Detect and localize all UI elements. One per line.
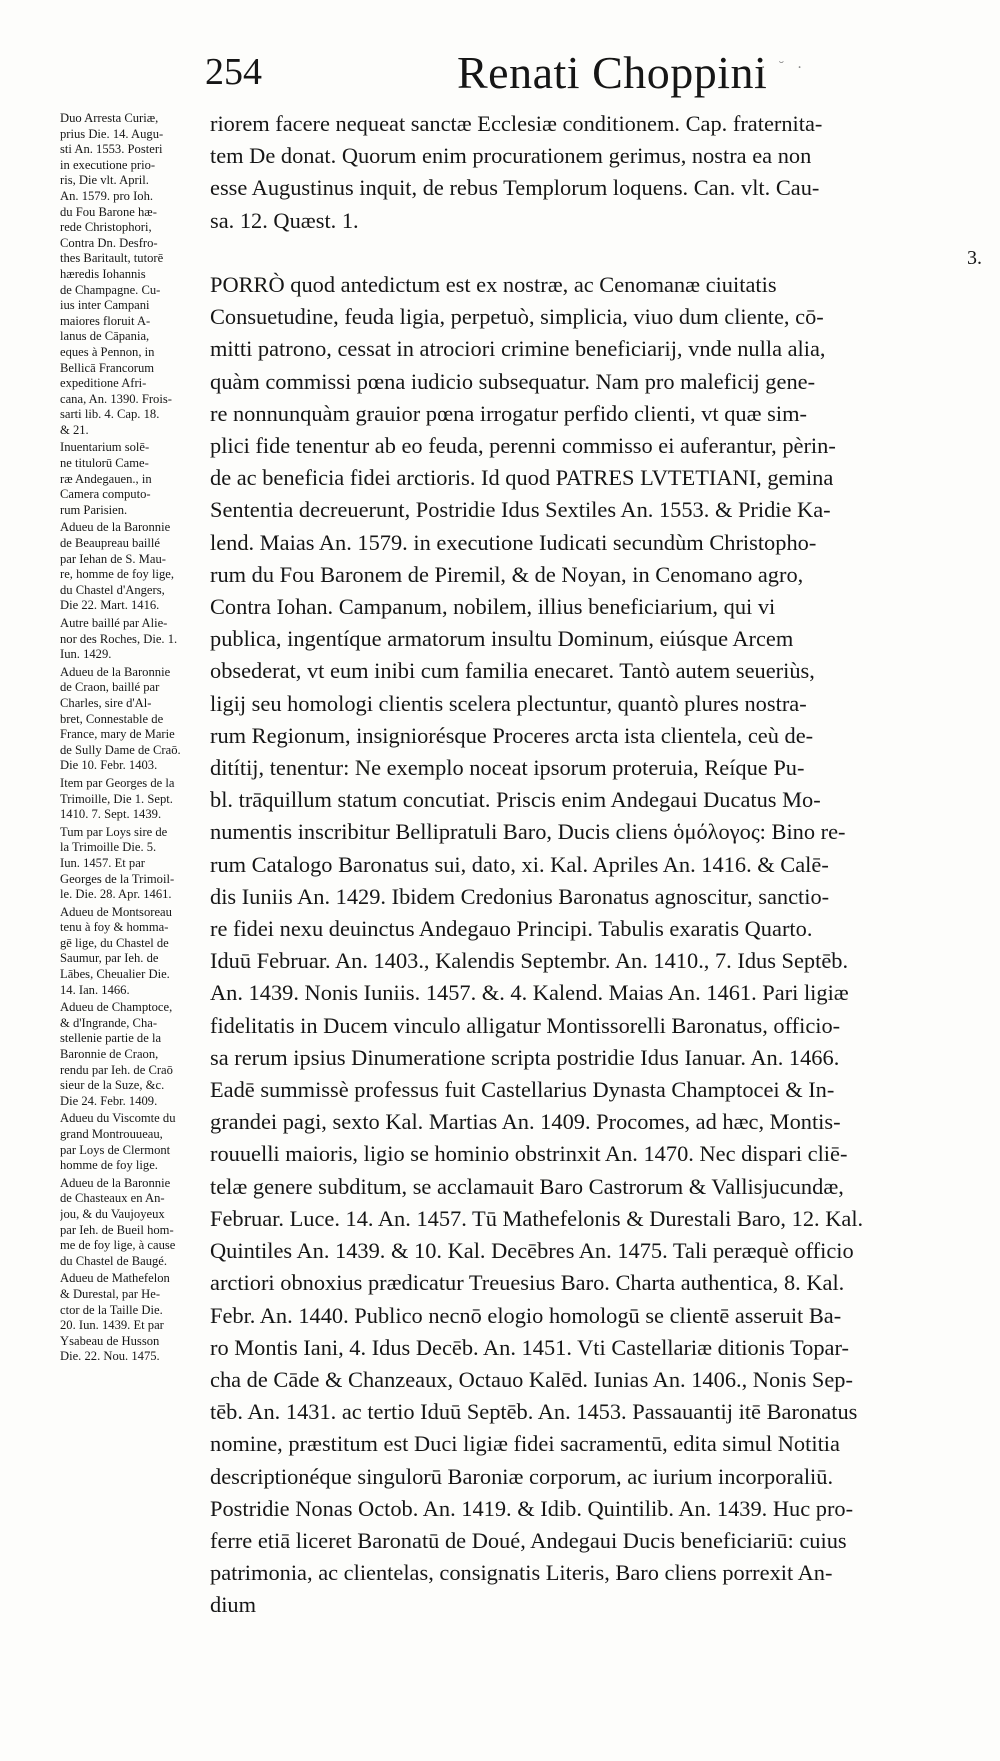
margin-note-line: Adueu de la Baronnie — [60, 520, 171, 535]
text-line: arctiori obnoxius prædicatur Treuesius Baro. Charta authentica, 8. Kal. — [210, 1270, 845, 1296]
margin-note-line: Die 10. Febr. 1403. — [60, 758, 158, 773]
blank-line — [210, 237, 962, 269]
margin-note-line: Baronnie de Craon, — [60, 1047, 159, 1062]
margin-note-line: eques à Pennon, in — [60, 344, 155, 359]
text-line: bl. trāquillum statum concutiat. Priscis enim Andegaui Ducatus Mo- — [210, 787, 821, 813]
text-line: An. 1439. Nonis Iuniis. 1457. &. 4. Kalend. Maias An. 1461. Pari ligiæ — [210, 980, 849, 1006]
margin-note-line: prius Die. 14. Augu- — [60, 126, 164, 141]
margin-note-line: tenu à foy & homma- — [60, 920, 169, 935]
margin-note-line: sti An. 1553. Posteri — [60, 142, 163, 157]
margin-note-line: me de foy lige, à cause — [60, 1238, 176, 1253]
text-line: nomine, præstitum est Duci ligiæ fidei sacramentū, edita simul Notitia — [210, 1431, 840, 1457]
marginal-notes — [60, 111, 203, 1367]
margin-note-line: Adueu du Viscomte du — [60, 1111, 176, 1126]
margin-note-line: de Sully Dame de Craō. — [60, 742, 181, 757]
margin-note — [60, 665, 203, 774]
text-line: Postridie Nonas Octob. An. 1419. & Idib. Quintilib. An. 1439. Huc pro- — [210, 1495, 854, 1521]
text-line: ditítij, tenentur: Ne exemplo noceat ipsorum proteruia, Reíque Pu- — [210, 755, 805, 781]
margin-note — [60, 440, 203, 518]
margin-note-line: par Iehan de S. Mau- — [60, 551, 166, 566]
margin-note-line: & Durestal, par He- — [60, 1286, 161, 1301]
margin-note-line: Autre baillé par Alie- — [60, 616, 168, 630]
margin-note-line: ris, Die vlt. April. — [60, 173, 149, 188]
margin-note-line: Adueu de Mathefelon — [60, 1271, 170, 1286]
running-title: Renati Choppini — [457, 47, 768, 98]
text-line: re fidei nexu deuinctus Andegauo Principi. Tabulis exaratis Quarto. — [210, 916, 813, 942]
margin-note-line: rendu par Ieh. de Craō — [60, 1062, 173, 1077]
margin-note-line: Item par Georges de la — [60, 775, 175, 790]
margin-note-line: ne titulorū Came- — [60, 456, 149, 471]
margin-note-line: gē lige, du Chastel de — [60, 935, 169, 950]
text-line: patrimonia, ac clientelas, consignatis Literis, Baro cliens porrexit An- — [210, 1560, 833, 1586]
margin-note-line: stellenie partie de la — [60, 1031, 162, 1046]
margin-note-line: rum Parisien. — [60, 502, 128, 517]
margin-note-line: Inuentarium solē- — [60, 440, 150, 455]
margin-note-line: Saumur, par Ieh. de — [60, 951, 159, 966]
text-line: esse Augustinus inquit, de rebus Templorum loquens. Can. vlt. Cau- — [210, 175, 820, 201]
margin-note-line: bret, Connestable de — [60, 711, 164, 726]
margin-note-line: du Fou Barone hæ- — [60, 204, 157, 219]
margin-note-line: Camera computo- — [60, 487, 151, 502]
margin-note-line: grand Montrouueau, — [60, 1127, 163, 1141]
margin-note-line: Adueu de Montsoreau — [60, 904, 172, 919]
text-line: obsederat, vt eum inibi cum familia enecaret. Tantò autem seueriùs, — [210, 658, 815, 684]
main-text — [210, 108, 962, 1622]
margin-note-line: Contra Dn. Desfro- — [60, 235, 158, 250]
section-number: 3. — [967, 247, 982, 269]
margin-note-line: Duo Arresta Curiæ, — [60, 111, 159, 125]
margin-note-line: maiores floruit A- — [60, 313, 151, 328]
text-line: fidelitatis in Ducem vinculo alligatur Montissorelli Baronatus, officio- — [210, 1012, 841, 1038]
text-line: Sententia decreuerunt, Postridie Idus Sextiles An. 1553. & Pridie Ka- — [210, 497, 831, 523]
margin-note-line: Tum par Loys sire de — [60, 824, 168, 839]
margin-note-line: Adueu de Champtoce, — [60, 1000, 173, 1015]
text-line: Consuetudine, feuda ligia, perpetuò, simplicia, viuo dum cliente, cō- — [210, 304, 824, 330]
margin-note-line: in executione prio- — [60, 157, 156, 172]
margin-note — [60, 1111, 203, 1173]
margin-note-line: Iun. 1429. — [60, 647, 112, 662]
header-ornament-icon: · ˘ · — [761, 60, 806, 76]
text-line: grandei pagi, sexto Kal. Martias An. 1409. Procomes, ad hæc, Montis- — [210, 1109, 841, 1135]
text-line: Contra Iohan. Campanum, nobilem, illius beneficiarium, qui vi — [210, 594, 776, 620]
margin-note-line: 20. Iun. 1439. Et par — [60, 1318, 164, 1333]
text-line: Febr. An. 1440. Publico necnō elogio homologū se clientē asseruit Ba- — [210, 1302, 842, 1328]
margin-note-line: & d'Ingrande, Cha- — [60, 1015, 158, 1030]
margin-note-line: Die 22. Mart. 1416. — [60, 598, 160, 613]
text-line: plici fide tenentur ab eo feuda, perenni commisso ei auferantur, pèrin- — [210, 433, 836, 459]
page-number: 254 — [205, 51, 262, 93]
margin-note-line: thes Baritault, tutorē — [60, 251, 164, 266]
margin-note-line: Charles, sire d'Al- — [60, 695, 152, 710]
margin-note — [60, 1000, 203, 1109]
margin-note — [60, 616, 203, 663]
text-line: sa rerum ipsius Dinumeratione scripta postridie Idus Ianuar. An. 1466. — [210, 1044, 840, 1070]
text-line: dis Iuniis An. 1429. Ibidem Credonius Baronatus agnoscitur, sanctio- — [210, 883, 830, 909]
margin-note-line: Adueu de la Baronnie — [60, 664, 171, 679]
margin-note — [60, 111, 203, 438]
margin-note-line: Iun. 1457. Et par — [60, 855, 145, 870]
margin-note-line: 14. Ian. 1466. — [60, 982, 130, 997]
margin-note — [60, 1176, 203, 1270]
margin-note-line: le. Die. 28. Apr. 1461. — [60, 887, 172, 902]
text-line: telæ genere subditum, se acclamauit Baro Castrorum & Vallisjucundæ, — [210, 1173, 844, 1199]
text-line: descriptionéque singulorū Baroniæ corporum, ac iurium incorporaliū. — [210, 1463, 834, 1489]
text-line: quàm commissi pœna iudicio subsequatur. Nam pro maleficij gene- — [210, 368, 816, 394]
margin-note-line: de Beaupreau baillé — [60, 536, 160, 551]
margin-note-line: par Ieh. de Bueil hom- — [60, 1222, 174, 1237]
text-line: ligij seu homologi clientis scelera plectuntur, quantò plures nostra- — [210, 690, 807, 716]
margin-note-line: Bellicā Francorum — [60, 360, 155, 375]
text-line: numentis inscribitur Bellipratuli Baro, Ducis cliens ὁμόλογος: Bino re- — [210, 819, 846, 845]
margin-note-line: cana, An. 1390. Frois- — [60, 391, 172, 406]
margin-note-line: Adueu de la Baronnie — [60, 1175, 171, 1190]
text-line: ro Montis Iani, 4. Idus Decēb. An. 1451. Vti Castellariæ ditionis Topar- — [210, 1334, 849, 1360]
text-line: riorem facere nequeat sanctæ Ecclesiæ conditionem. Cap. fraternita- — [210, 111, 823, 136]
margin-note-line: Lābes, Cheualier Die. — [60, 967, 170, 982]
text-line: dium — [210, 1592, 257, 1618]
margin-note-line: ius inter Campani — [60, 298, 150, 313]
text-line: Iduū Februar. An. 1403., Kalendis Septembr. An. 1410., 7. Idus Septēb. — [210, 948, 849, 974]
text-line: PORRÒ quod antedictum est ex nostræ, ac Cenomanæ ciuitatis — [210, 272, 777, 297]
text-line: mitti patrono, cessat in atrociori crimine beneficiarij, vnde nulla alia, — [210, 336, 826, 362]
text-line: rum du Fou Baronem de Piremil, & de Noyan, in Cenomano agro, — [210, 561, 804, 587]
margin-note-line: la Trimoille Die. 5. — [60, 840, 157, 855]
text-line: Quintiles An. 1439. & 10. Kal. Decēbres An. 1475. Tali peræquè officio — [210, 1238, 854, 1264]
margin-note — [60, 825, 203, 903]
margin-note-line: du Chastel d'Angers, — [60, 582, 165, 597]
margin-note-line: France, mary de Marie — [60, 727, 175, 742]
text-line: Eadē summissè professus fuit Castellarius Dynasta Champtocei & In- — [210, 1077, 835, 1103]
text-line: rum Regionum, insigniorésque Proceres arcta ista clientela, ceù de- — [210, 722, 814, 748]
margin-note-line: sieur de la Suze, &c. — [60, 1078, 165, 1093]
margin-note-line: du Chastel de Baugé. — [60, 1253, 168, 1268]
margin-note-line: Georges de la Trimoil- — [60, 871, 175, 886]
margin-note-line: lanus de Cāpania, — [60, 329, 150, 344]
text-line: lend. Maias An. 1579. in executione Iudicati secundùm Christopho- — [210, 529, 817, 555]
margin-note — [60, 520, 203, 614]
margin-note-line: jou, & du Vaujoyeux — [60, 1206, 165, 1221]
text-line: cha de Cāde & Chanzeaux, Octauo Kalēd. Iunias An. 1406., Nonis Sep- — [210, 1366, 853, 1392]
margin-note-line: sarti lib. 4. Cap. 18. — [60, 407, 160, 422]
margin-note-line: & 21. — [60, 422, 89, 437]
margin-note-line: de Champagne. Cu- — [60, 282, 161, 297]
margin-note — [60, 905, 203, 999]
margin-note-line: 1410. 7. Sept. 1439. — [60, 807, 162, 822]
margin-note-line: An. 1579. pro Ioh. — [60, 188, 154, 203]
margin-note-line: Ysabeau de Husson — [60, 1333, 160, 1348]
margin-note-line: de Craon, baillé par — [60, 680, 160, 695]
margin-note-line: ctor de la Taille Die. — [60, 1302, 163, 1317]
text-line: de ac beneficia fidei arctioris. Id quod PATRES LVTETIANI, gemina — [210, 465, 834, 491]
margin-note-line: par Loys de Clermont — [60, 1142, 171, 1157]
margin-note-line: ræ Andegauen., in — [60, 471, 152, 486]
margin-note-line: de Chasteaux en An- — [60, 1191, 165, 1206]
text-line: tēb. An. 1431. ac tertio Iduū Septēb. An. 1453. Passauantij itē Baronatus — [210, 1399, 858, 1425]
text-line: rum Catalogo Baronatus sui, dato, xi. Kal. Apriles An. 1416. & Calē- — [210, 851, 829, 877]
text-line: tem De donat. Quorum enim procurationem gerimus, nostra ea non — [210, 143, 812, 169]
margin-note-line: Trimoille, Die 1. Sept. — [60, 791, 173, 806]
margin-note-line: homme de foy lige. — [60, 1158, 158, 1173]
margin-note-line: Die 24. Febr. 1409. — [60, 1093, 158, 1108]
text-line: re nonnunquàm grauior pœna irrogatur perfido clienti, vt quæ sim- — [210, 400, 807, 426]
text-line: rouuelli maioris, ligio se hominio obstrinxit An. 1470. Nec dispari cliē- — [210, 1141, 848, 1167]
margin-note-line: nor des Roches, Die. 1. — [60, 631, 178, 646]
text-line: Februar. Luce. 14. An. 1457. Tū Mathefelonis & Durestali Baro, 12. Kal. — [210, 1205, 864, 1231]
text-line: ferre etiā liceret Baronatū de Doué, Andegaui Ducis beneficiariū: cuius — [210, 1527, 847, 1553]
margin-note — [60, 776, 203, 823]
text-line: sa. 12. Quæst. 1. — [210, 207, 359, 233]
margin-note-line: Die. 22. Nou. 1475. — [60, 1349, 160, 1364]
margin-note-line: rede Christophori, — [60, 220, 152, 235]
margin-note-line: re, homme de foy lige, — [60, 567, 175, 582]
margin-note-line: expeditione Afri- — [60, 376, 147, 391]
margin-note — [60, 1271, 203, 1365]
text-line: publica, ingentíque armatorum insultu Dominum, eiúsque Arcem — [210, 626, 794, 652]
page-header — [205, 46, 965, 106]
margin-note-line: hæredis Iohannis — [60, 266, 146, 281]
